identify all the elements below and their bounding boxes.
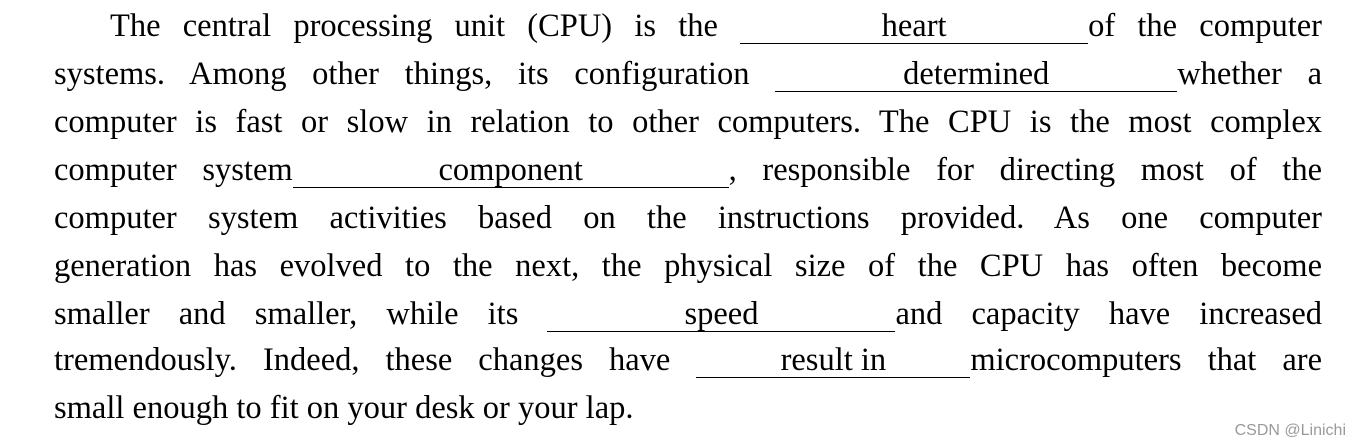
passage-line-4 (54, 150, 1322, 190)
blank-3-answer: component (293, 153, 729, 188)
line-2-text-after: whether a (1177, 56, 1322, 92)
passage-line-5 (54, 198, 1322, 238)
passage-line-1 (54, 6, 1322, 46)
blank-5-answer: result in (696, 343, 970, 378)
passage-line-8 (54, 340, 1322, 380)
line-7-text-before: smaller and smaller, while its (54, 296, 519, 332)
line-1-text-after: of the computer (1088, 8, 1323, 44)
watermark: CSDN @Linichi (1234, 422, 1346, 439)
line-7-text-after: and capacity have increased (895, 296, 1323, 332)
line-2-text-before: systems. Among other things, its configuration (54, 56, 750, 92)
line-4-text-before: computer system (54, 152, 293, 188)
line-1-text-before: The central processing unit (CPU) is the (110, 8, 718, 44)
passage-line-7 (54, 294, 1322, 334)
passage-line-3 (54, 102, 1322, 142)
line-4-text-after: , responsible for directing most of the (728, 152, 1323, 188)
line-8-text-after: microcomputers that are (970, 342, 1323, 378)
line-5-text: computer system activities based on the instructions provided. As one computer (54, 200, 1322, 236)
passage-line-2 (54, 54, 1322, 94)
line-9-text: small enough to fit on your desk or your lap. (54, 390, 634, 426)
blank-2-answer: determined (775, 57, 1177, 92)
line-8-text-before: tremendously. Indeed, these changes have (54, 342, 671, 378)
passage-line-6 (54, 246, 1322, 286)
line-6-text: generation has evolved to the next, the physical size of the CPU has often become (54, 248, 1322, 284)
passage-line-9 (54, 388, 1322, 428)
line-3-text: computer is fast or slow in relation to other computers. The CPU is the most complex (54, 104, 1322, 140)
blank-1-answer: heart (740, 9, 1088, 44)
blank-4-answer: speed (547, 297, 895, 332)
